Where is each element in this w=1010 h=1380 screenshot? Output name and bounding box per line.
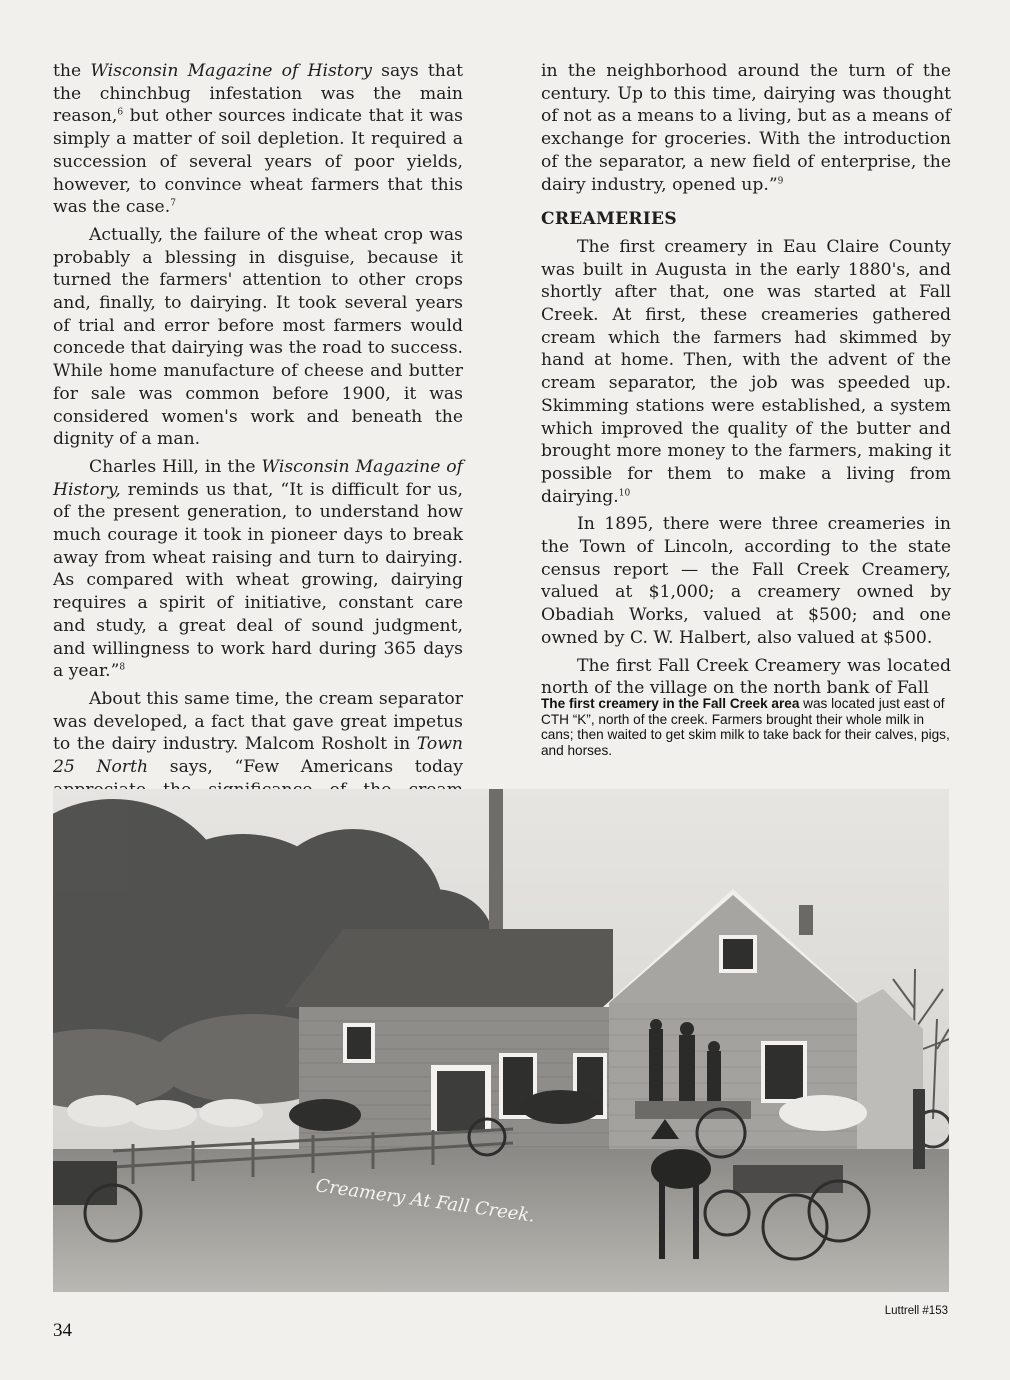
paragraph: The first Fall Creek Creamery was located north of the village on the north bank of Fall [541, 655, 951, 699]
handwritten-label: Creamery At Fall Creek. [314, 1175, 537, 1227]
section-heading: CREAMERIES [541, 209, 677, 230]
paragraph: in the neighborhood around the turn of the century. Up to this time, dairying was thought of not as a means to a living, but as a means of exchange for groceries. With the introduction of the separator, a new field of enterprise, the dairy industry, opened up.”$^9$ [541, 61, 951, 195]
footnote-ref: 8 [119, 662, 126, 673]
paragraph: About this same time, the cream separator was developed, a fact that gave great impetus to the dairy industry. Malcom Rosholt in Town 25 North says, “Few Americans today [53, 688, 463, 778]
page-number: 34 [53, 1320, 72, 1341]
footnote-ref: 10 [618, 487, 631, 498]
photo-credit: Luttrell #153 [884, 1305, 948, 1317]
footnote-ref: 6 [117, 107, 124, 118]
photo-caption: The first creamery in the Fall Creek area was located just east of CTH “K”, north of the creek. Farmers brought their whole milk in cans; then waited to get skim milk to take back for their calves, pigs, and horses. [541, 696, 950, 758]
paragraph: In 1895, there were three creameries in the Town of Lincoln, according to the state census report — the Fall Creek Creamery, valued at $1,000; a creamery owned by Obadiah Works, valued at $500; and one owned by C. W. Halbert, also valued at $500. [541, 514, 951, 648]
right-text-column [541, 60, 951, 700]
creamery-photo [53, 789, 949, 1292]
photo-illustration [53, 789, 949, 1292]
paragraph: Charles Hill, in the Wisconsin Magazine of History, reminds us that, “It is difficult for us, of the present generation, to understand how much courage it took in pioneer days to break away from wheat raising and turn to dairying. As compared with wheat growing, dairying requires a spirit of initiative, constant care and study, a great deal of sound judgment, and willingness to work hard during 365 days a year.”$^8$ [53, 456, 463, 682]
paragraph: The first creamery in Eau Claire County was built in Augusta in the early 1880's, and shortly after that, one was started at Fall Creek. At first, these creameries gathered cream which the farmers had skimmed by hand at home. Then, with the advent of the cream separator, the job was speeded up. Skimming stations were established, a system which improved the quality of the butter and brought more money to the farmers, making it possible for them to make a living from dairying.$^{10}$ [541, 236, 951, 507]
footnote-ref: 9 [777, 175, 784, 186]
footnote-ref: 7 [170, 198, 176, 209]
paragraph: the Wisconsin Magazine of History says that the chinchbug infestation was the main reason,$^6$ but other sources indicate that it was simply a matter of soil depletion. It required a succession of several years of poor yields, however, to convince wheat farmers that this was the case.$^7$ [53, 61, 463, 218]
left-text-column [53, 60, 463, 847]
paragraph: Actually, the failure of the wheat crop was probably a blessing in disguise, because it turned the farmers' attention to other crops and, finally, to dairying. It took several years of trial and error before most farmers would concede that dairying was the road to success. While home manufacture of cheese and butter for sale was common before 1900, it was considered women's work and beneath the dignity of a man. [53, 224, 463, 450]
